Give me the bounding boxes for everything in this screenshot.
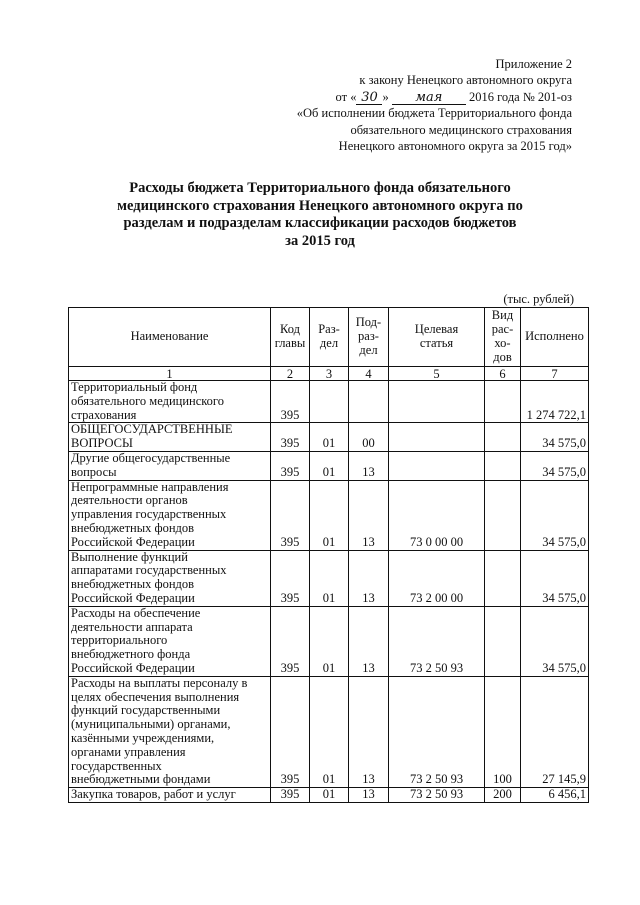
unit-label: (тыс. рублей) bbox=[503, 292, 574, 306]
cell-target: 73 2 50 93 bbox=[389, 788, 485, 803]
law-title-line-1: «Об исполнении бюджета Территориального фонда bbox=[296, 106, 572, 121]
col-number: 3 bbox=[310, 367, 349, 381]
col-header-exptype: Вид рас- хо- дов bbox=[485, 308, 521, 367]
row-name-line: деятельности органов bbox=[71, 493, 188, 508]
date-close-quote: » bbox=[382, 89, 389, 104]
row-name bbox=[69, 676, 271, 787]
row-name bbox=[69, 451, 271, 480]
cell-target: 73 2 50 93 bbox=[389, 676, 485, 787]
cell-subsection bbox=[349, 381, 389, 423]
cell-code: 395 bbox=[271, 550, 310, 606]
col-number: 5 bbox=[389, 367, 485, 381]
law-title-line-2: обязательного медицинского страхования bbox=[350, 122, 572, 137]
cell-exptype bbox=[485, 381, 521, 423]
handwritten-day: 30 bbox=[356, 91, 382, 105]
row-name-line: Российской Федерации bbox=[71, 534, 195, 549]
cell-target: 73 2 00 00 bbox=[389, 550, 485, 606]
row-name bbox=[69, 550, 271, 606]
row-name-line: внебюджетного фонда bbox=[71, 647, 191, 662]
cell-subsection: 13 bbox=[349, 676, 389, 787]
cell-subsection: 13 bbox=[349, 606, 389, 676]
col-number: 1 bbox=[69, 367, 271, 381]
table-row bbox=[69, 550, 589, 606]
col-header-subsection: Под- раз- дел bbox=[349, 308, 389, 367]
cell-amount: 34 575,0 bbox=[521, 550, 589, 606]
col-header-executed: Исполнено bbox=[521, 308, 589, 367]
column-number-row bbox=[69, 367, 589, 381]
appendix-label: Приложение 2 bbox=[495, 57, 572, 71]
cell-amount: 6 456,1 bbox=[521, 788, 589, 803]
cell-exptype bbox=[485, 451, 521, 480]
col-header-section: Раз- дел bbox=[310, 308, 349, 367]
row-name-line: вопросы bbox=[71, 464, 117, 479]
row-name-line: Другие общегосударственные bbox=[71, 450, 231, 465]
header-row bbox=[69, 308, 589, 367]
page-title bbox=[90, 180, 550, 250]
col-number: 4 bbox=[349, 367, 389, 381]
cell-section bbox=[310, 381, 349, 423]
row-name-line: Расходы на обеспечение bbox=[71, 605, 201, 620]
table-row bbox=[69, 381, 589, 423]
cell-section: 01 bbox=[310, 550, 349, 606]
row-name-line: целях обеспечения выполнения bbox=[71, 689, 240, 704]
row-name bbox=[69, 480, 271, 550]
title-line: медицинского страхования Ненецкого автономного округа по bbox=[117, 197, 523, 214]
row-name-line: государственных bbox=[71, 758, 162, 773]
cell-amount: 34 575,0 bbox=[521, 480, 589, 550]
cell-section: 01 bbox=[310, 451, 349, 480]
handwritten-month: мая bbox=[392, 91, 466, 105]
row-name-line: Российской Федерации bbox=[71, 660, 195, 675]
row-name-line: Непрограммные направления bbox=[71, 479, 229, 494]
table-body bbox=[69, 381, 589, 803]
row-name-line: Выполнение функций bbox=[71, 549, 188, 564]
table-row bbox=[69, 423, 589, 452]
row-name-line: функций государственными bbox=[71, 703, 221, 718]
row-name-line: внебюджетными фондами bbox=[71, 772, 211, 787]
table-row bbox=[69, 788, 589, 803]
cell-amount: 34 575,0 bbox=[521, 451, 589, 480]
cell-exptype bbox=[485, 423, 521, 452]
row-name-line: органами управления bbox=[71, 744, 186, 759]
col-number: 6 bbox=[485, 367, 521, 381]
cell-target: 73 2 50 93 bbox=[389, 606, 485, 676]
row-name bbox=[69, 381, 271, 423]
cell-subsection: 13 bbox=[349, 788, 389, 803]
expenditure-table bbox=[68, 307, 589, 803]
cell-target: 73 0 00 00 bbox=[389, 480, 485, 550]
cell-code: 395 bbox=[271, 676, 310, 787]
table-row bbox=[69, 480, 589, 550]
cell-section: 01 bbox=[310, 676, 349, 787]
cell-section: 01 bbox=[310, 480, 349, 550]
row-name-line: казёнными учреждениями, bbox=[71, 730, 215, 745]
cell-subsection: 00 bbox=[349, 423, 389, 452]
col-header-target: Целевая статья bbox=[389, 308, 485, 367]
title-line: разделам и подразделам классификации расходов бюджетов bbox=[123, 215, 517, 231]
document-header bbox=[297, 56, 572, 154]
cell-amount: 27 145,9 bbox=[521, 676, 589, 787]
cell-exptype: 100 bbox=[485, 676, 521, 787]
law-number: 2016 года № 201-оз bbox=[468, 89, 572, 104]
table-row bbox=[69, 606, 589, 676]
row-name-line: ОБЩЕГОСУДАРСТВЕННЫЕ bbox=[71, 422, 233, 437]
row-name-line: внебюджетных фондов bbox=[71, 520, 195, 535]
title-line: за 2015 год bbox=[285, 232, 355, 249]
col-header-code: Код главы bbox=[271, 308, 310, 367]
row-name bbox=[69, 788, 271, 803]
cell-section: 01 bbox=[310, 788, 349, 803]
row-name-line: страхования bbox=[71, 407, 137, 422]
row-name-line: (муниципальными) органами, bbox=[71, 717, 231, 732]
cell-subsection: 13 bbox=[349, 550, 389, 606]
title-line: Расходы бюджета Территориального фонда обязательного bbox=[129, 180, 511, 196]
col-number: 2 bbox=[271, 367, 310, 381]
cell-amount: 34 575,0 bbox=[521, 423, 589, 452]
cell-target bbox=[389, 423, 485, 452]
cell-code: 395 bbox=[271, 381, 310, 423]
cell-exptype bbox=[485, 550, 521, 606]
cell-amount: 34 575,0 bbox=[521, 606, 589, 676]
cell-target bbox=[389, 381, 485, 423]
row-name-line: управления государственных bbox=[71, 507, 227, 522]
cell-exptype bbox=[485, 606, 521, 676]
cell-section: 01 bbox=[310, 606, 349, 676]
cell-subsection: 13 bbox=[349, 480, 389, 550]
row-name-line: ВОПРОСЫ bbox=[71, 436, 133, 451]
cell-exptype: 200 bbox=[485, 788, 521, 803]
cell-amount: 1 274 722,1 bbox=[521, 381, 589, 423]
row-name-line: Российской Федерации bbox=[71, 590, 195, 605]
row-name-line: деятельности аппарата bbox=[71, 619, 193, 634]
cell-code: 395 bbox=[271, 606, 310, 676]
law-reference: к закону Ненецкого автономного округа bbox=[359, 73, 572, 88]
row-name bbox=[69, 423, 271, 452]
cell-code: 395 bbox=[271, 480, 310, 550]
cell-code: 395 bbox=[271, 423, 310, 452]
cell-exptype bbox=[485, 480, 521, 550]
row-name-line: Расходы на выплаты персоналу в bbox=[71, 675, 248, 690]
col-header-name: Наименование bbox=[69, 308, 271, 367]
table-row bbox=[69, 451, 589, 480]
row-name-line: Закупка товаров, работ и услуг bbox=[71, 787, 236, 802]
cell-target bbox=[389, 451, 485, 480]
row-name-line: обязательного медицинского bbox=[71, 393, 225, 408]
row-name-line: Территориальный фонд bbox=[71, 380, 198, 394]
date-open-quote: от « bbox=[335, 89, 357, 104]
law-title-line-3: Ненецкого автономного округа за 2015 год» bbox=[338, 139, 572, 154]
cell-section: 01 bbox=[310, 423, 349, 452]
table-row bbox=[69, 676, 589, 787]
col-number: 7 bbox=[521, 367, 589, 381]
row-name-line: территориального bbox=[71, 633, 168, 648]
row-name-line: аппаратами государственных bbox=[71, 563, 227, 578]
row-name bbox=[69, 606, 271, 676]
cell-code: 395 bbox=[271, 451, 310, 480]
cell-code: 395 bbox=[271, 788, 310, 803]
row-name-line: внебюджетных фондов bbox=[71, 577, 195, 592]
cell-subsection: 13 bbox=[349, 451, 389, 480]
law-date-line bbox=[297, 89, 572, 105]
